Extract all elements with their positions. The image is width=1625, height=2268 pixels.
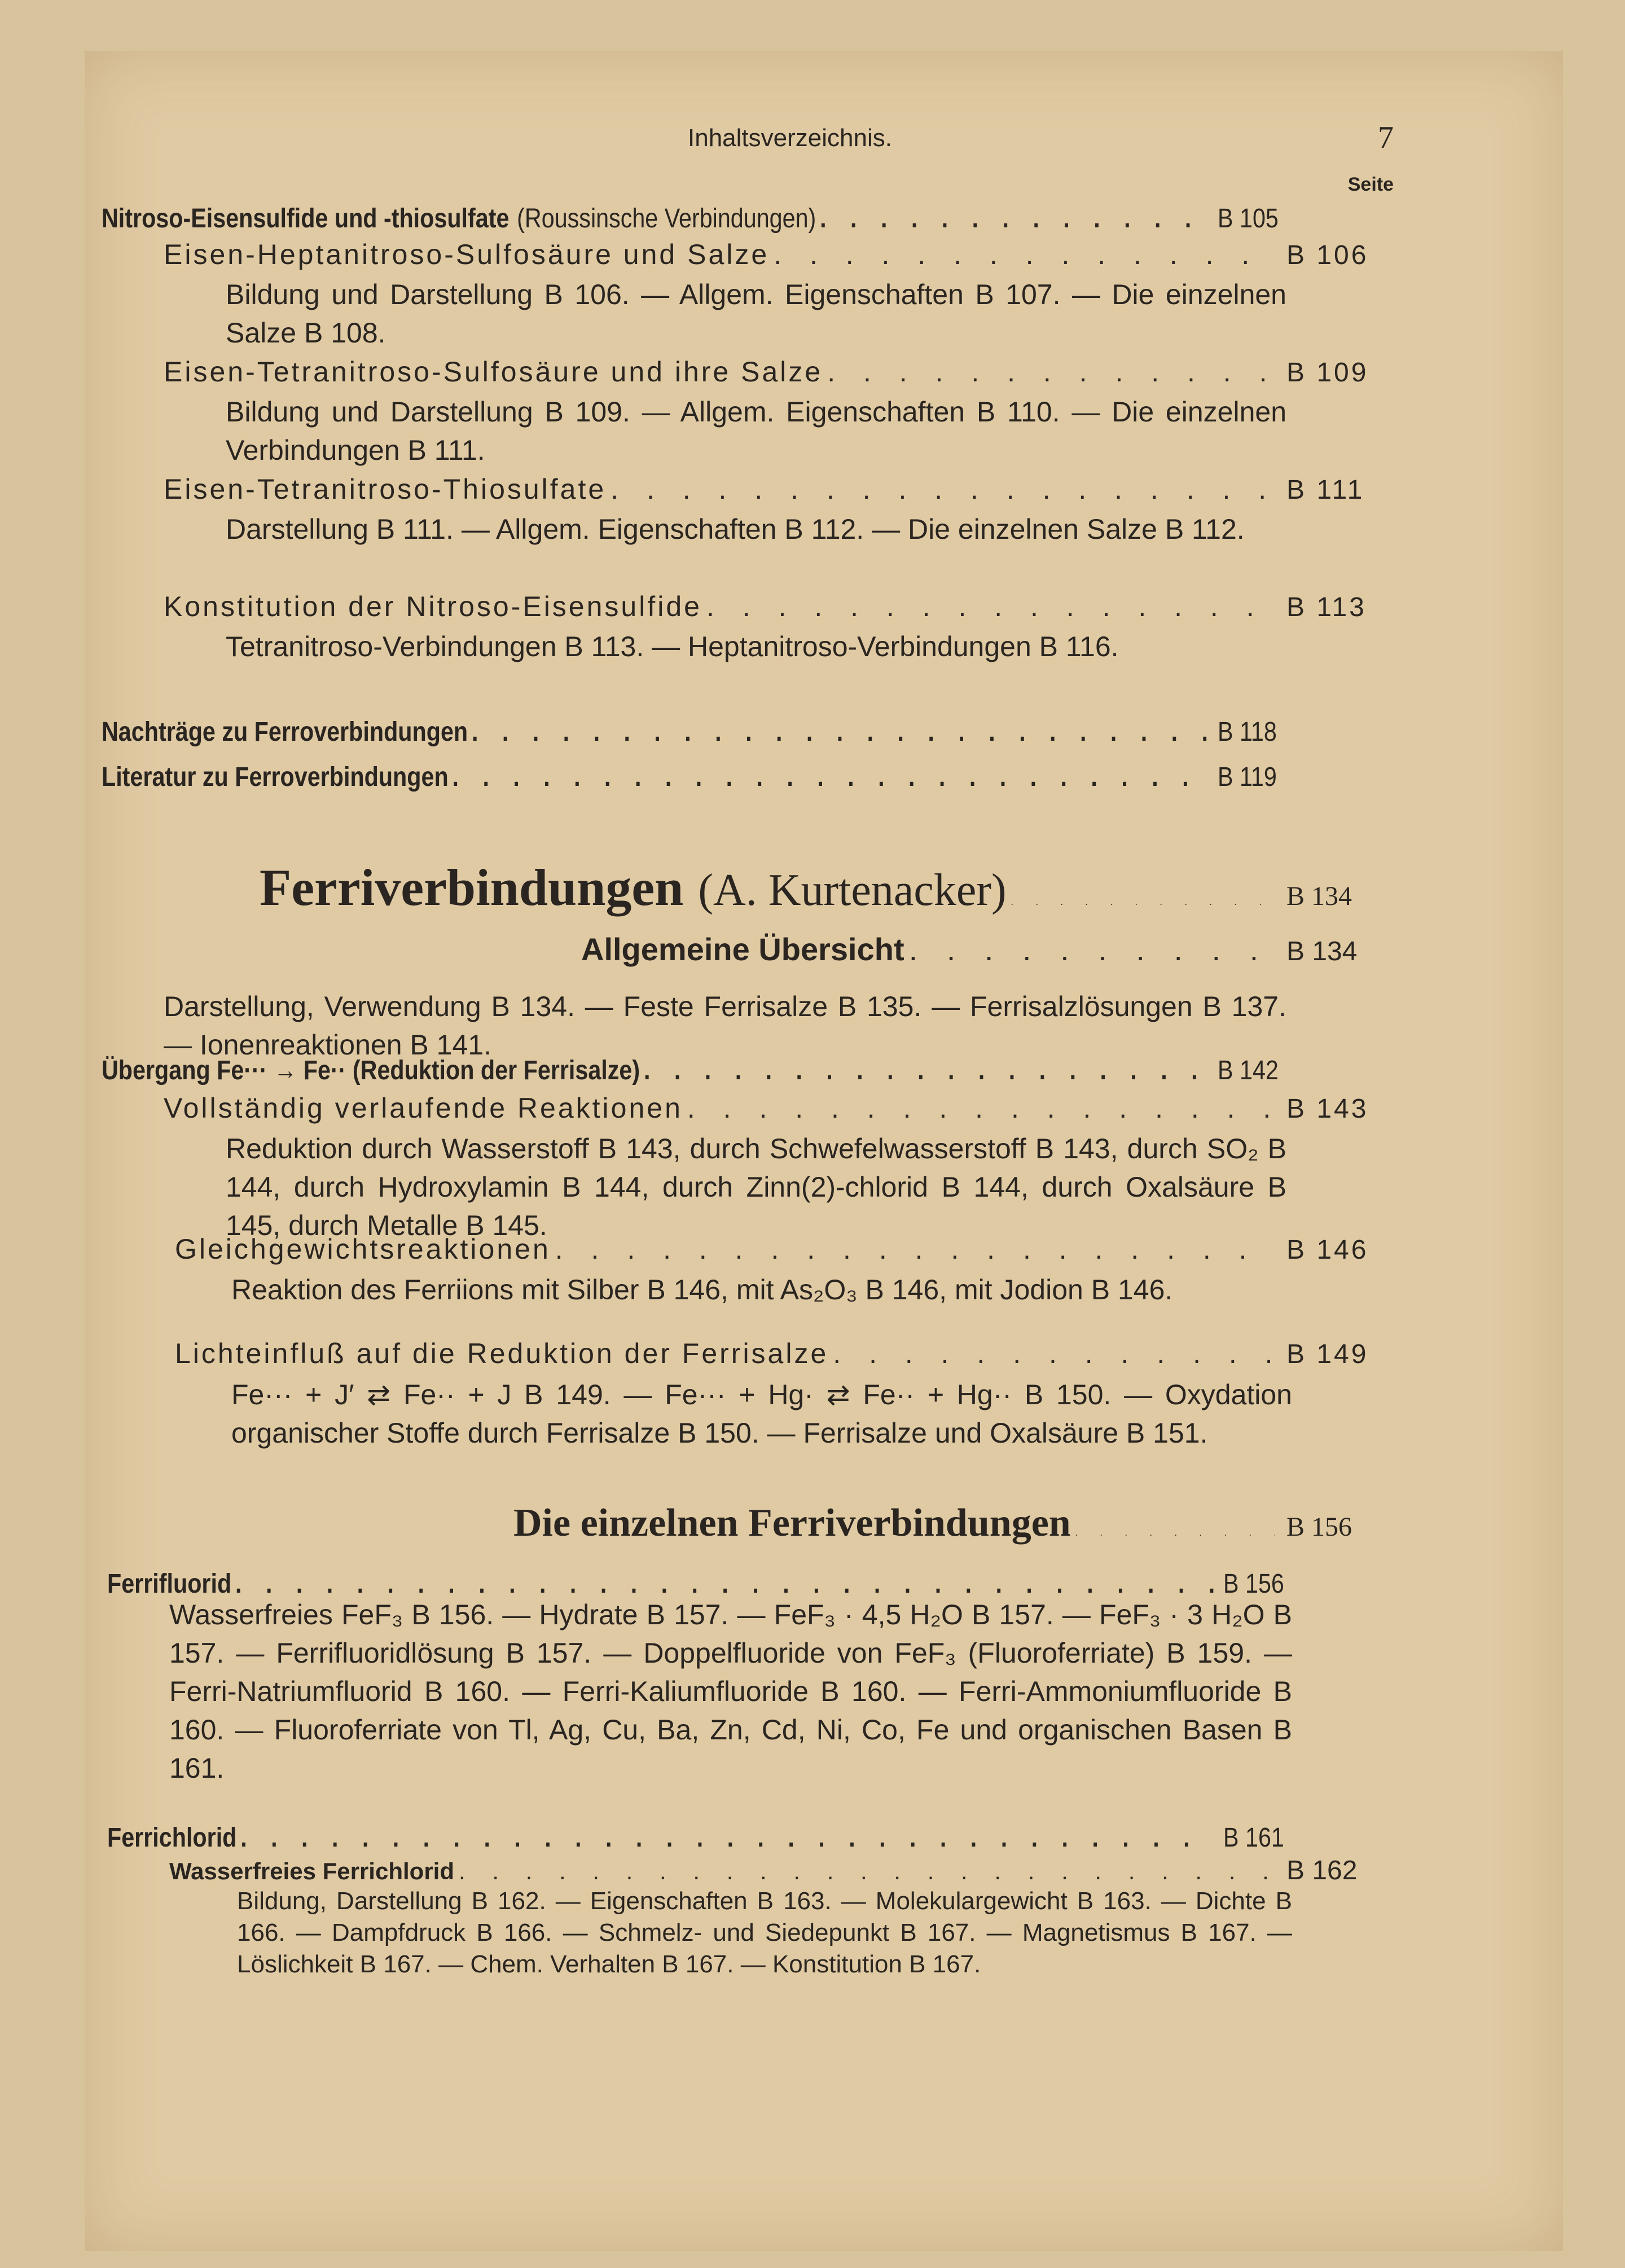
leader-dots [769,238,1275,271]
section-heading-ferriverbindungen[interactable]: Ferriverbindungen (A. Kurtenacker) . . . B 134 [260,858,1394,917]
leader-dots [823,355,1275,388]
toc-desc-heptanitroso: Bildung und Darstellung B 106. — Allgem. Eigenschaften B 107. — Die einzelnen Salze B 108. [226,279,1286,349]
leader-dots [702,590,1275,623]
toc-entry-tetranitroso-sulfo[interactable]: Eisen-Tetranitroso-Sulfosäure und ihre Salze . . . B 109 [164,355,1394,388]
toc-desc-konstitution: Tetranitroso-Verbindungen B 113. — Heptanitroso-Verbindungen B 116. [226,631,1119,662]
toc-entry-ferrichlorid[interactable]: Ferrichlorid . . . B 161 [107,1822,1315,1853]
leader-dots [1007,898,1275,908]
toc-entry-ferrifluorid[interactable]: Ferrifluorid . . . B 156 [107,1568,1315,1599]
page-number: 7 [1378,120,1394,155]
leader-dots [606,473,1275,506]
leader-dots [828,1337,1275,1370]
toc-entry-lichteinfluss[interactable]: Lichteinfluß auf die Reduktion der Ferrisalze . . . B 149 [175,1337,1394,1370]
leader-dots [231,1568,1214,1599]
leader-dots [449,762,1208,793]
toc-desc-lichteinfluss: Fe··· + J′ ⇄ Fe·· + J B 149. — Fe··· + Hg· ⇄ Fe·· + Hg·· B 150. — Oxydation organischer Stoffe durch Ferrisalze B 150. — Ferrisalze und Oxalsäure B 151. [231,1379,1292,1449]
leader-dots [551,1233,1275,1265]
toc-entry-konstitution[interactable]: Konstitution der Nitroso-Eisensulfide . . . B 113 [164,590,1394,623]
toc-desc-tetranitroso-sulfo: Bildung und Darstellung B 109. — Allgem. Eigenschaften B 110. — Die einzelnen Verbindungen B 111. [226,396,1286,466]
leader-dots [1071,1528,1275,1539]
subheading-allgemeine-uebersicht[interactable]: Allgemeine Übersicht . . . B 134 [581,931,1394,968]
toc-entry-nitroso[interactable]: Nitroso-Eisensulfide und -thiosulfate (Roussinsche Verbindungen) . . . B 105 [102,203,1310,234]
toc-desc-vollstaendig: Reduktion durch Wasserstoff B 143, durch Schwefelwasserstoff B 143, durch SO₂ B 144, durch Hydroxylamin B 144, durch Zinn(2)-chlorid B 144, durch Oxalsäure B 145, durch Metalle B 145. [226,1133,1286,1241]
leader-dots [683,1092,1275,1124]
leader-dots [640,1055,1208,1086]
toc-desc-tetranitroso-thio: Darstellung B 111. — Allgem. Eigenschaften B 112. — Die einzelnen Salze B 112. [226,513,1245,545]
toc-desc-gleichgewicht: Reaktion des Ferriions mit Silber B 146, mit As₂O₃ B 146, mit Jodion B 146. [231,1274,1173,1306]
toc-entry-nachtraege[interactable]: Nachträge zu Ferroverbindungen . . . B 118 [102,717,1310,748]
toc-desc-uebersicht: Darstellung, Verwendung B 134. — Feste Ferrisalze B 135. — Ferrisalzlösungen B 137. — Ionenreaktionen B 141. [164,991,1286,1061]
section-heading-einzelne-ferriverbindungen[interactable]: Die einzelnen Ferriverbindungen . . . B 156 [513,1501,1394,1546]
toc-entry-literatur[interactable]: Literatur zu Ferroverbindungen . . . B 119 [102,762,1310,793]
toc-entry-tetranitroso-thio[interactable]: Eisen-Tetranitroso-Thiosulfate . . . B 111 [164,473,1394,506]
toc-desc-wasserfreies-ferrichlorid: Bildung, Darstellung B 162. — Eigenschaften B 163. — Molekulargewicht B 163. — Dichte B 166. — Dampfdruck B 166. — Schmelz- und Siedepunkt B 167. — Magnetismus B 167. — Löslichkeit B 167. — Chem. Verhalten B 167. — Konstitution B 167. [237,1887,1292,1978]
toc-entry-heptanitroso[interactable]: Eisen-Heptanitroso-Sulfosäure und Salze . . . B 106 [164,238,1394,271]
toc-entry-wasserfreies-ferrichlorid[interactable]: Wasserfreies Ferrichlorid . . . B 162 [169,1855,1394,1886]
running-header: Inhaltsverzeichnis. [688,124,892,152]
toc-entry-uebergang[interactable]: Übergang Fe··· → Fe·· (Reduktion der Ferrisalze) . . . B 142 [102,1055,1310,1086]
toc-desc-ferrifluorid: Wasserfreies FeF₃ B 156. — Hydrate B 157. — FeF₃ · 4,5 H₂O B 157. — FeF₃ · 3 H₂O B 157. — Ferrifluoridlösung B 157. — Doppelfluoride von FeF₃ (Fluoroferriate) B 159. — Ferri-Natriumfluorid B 160. — Ferri-Kaliumfluoride B 160. — Ferri-Ammoniumfluoride B 160. — Fluoroferriate von Tl, Ag, Cu, Ba, Zn, Cd, Ni, Co, Fe und organischen Basen B 161. [169,1599,1292,1784]
toc-entry-gleichgewicht[interactable]: Gleichgewichtsreaktionen . . . B 146 [175,1233,1394,1265]
leader-dots [454,1858,1275,1885]
leader-dots [236,1822,1213,1853]
leader-dots [468,717,1208,748]
leader-dots [904,931,1275,968]
leader-dots [816,203,1208,234]
toc-entry-vollstaendig[interactable]: Vollständig verlaufende Reaktionen . . . B 143 [164,1092,1394,1124]
column-label-seite: Seite [1347,174,1394,195]
